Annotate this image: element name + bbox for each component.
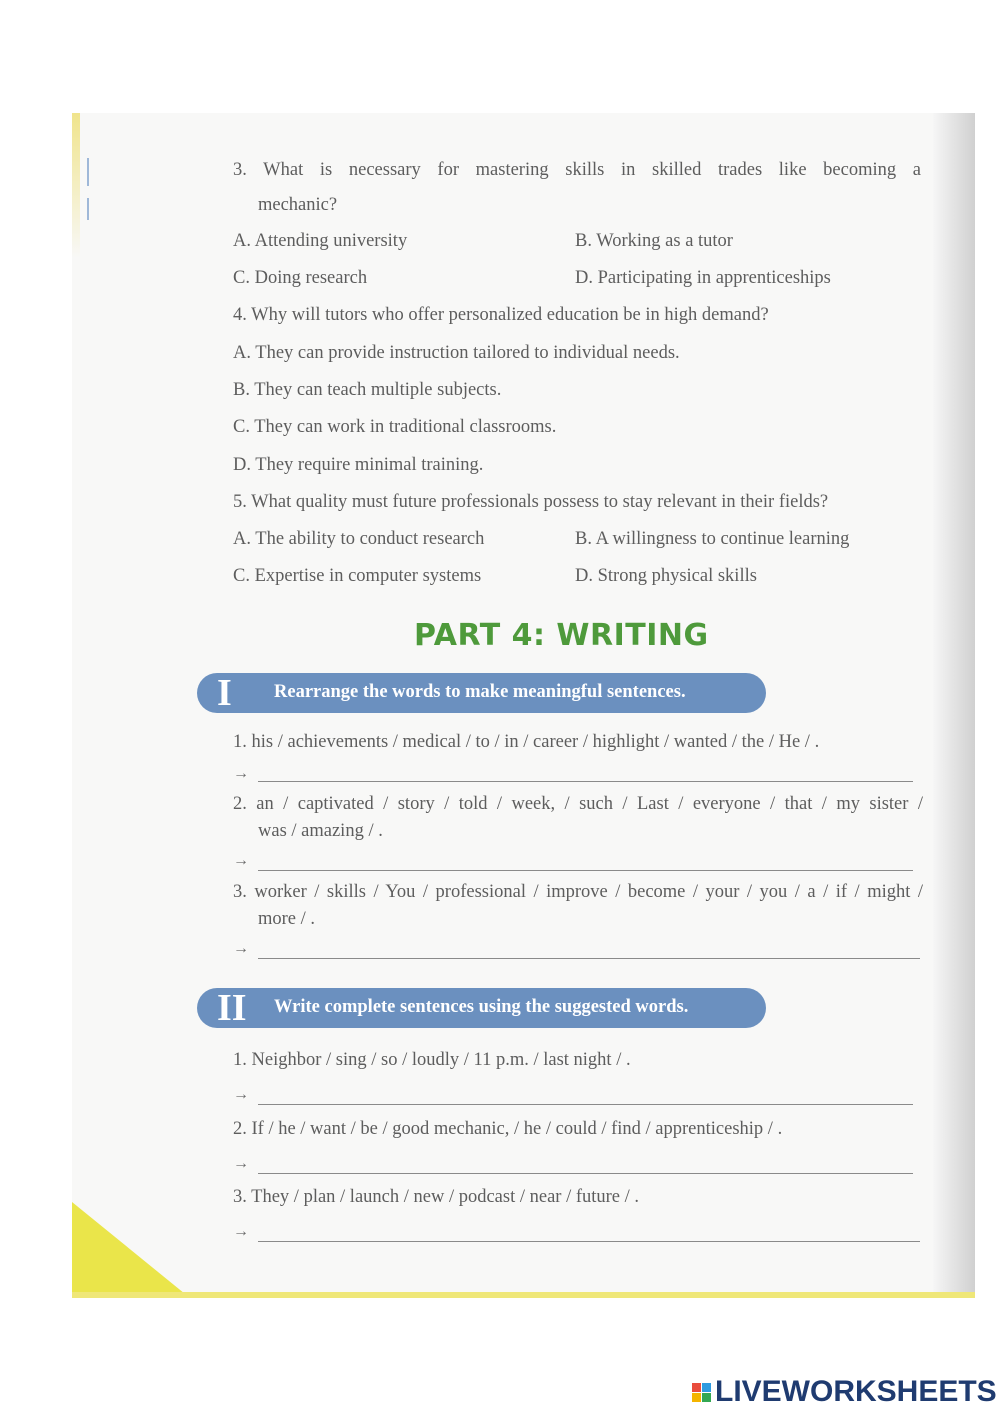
page-edge-tick <box>87 158 89 186</box>
q4-option-d[interactable]: D. They require minimal training. <box>233 455 484 475</box>
question-3-text: 3. What is necessary for mastering skills in skilled trades like becoming a <box>233 160 921 180</box>
rearrange-item-3-cont: more / . <box>258 909 316 929</box>
write-item-1: 1. Neighbor / sing / so / loudly / 11 p.m. / last night / . <box>233 1050 631 1070</box>
answer-line-1-1[interactable] <box>258 781 913 782</box>
section-1-numeral: I <box>217 672 232 714</box>
yellow-corner-decoration <box>72 1202 190 1298</box>
q4-option-a[interactable]: A. They can provide instruction tailored to individual needs. <box>233 343 680 363</box>
write-item-3: 3. They / plan / launch / new / podcast / near / future / . <box>233 1187 640 1207</box>
answer-arrow: → <box>233 1086 249 1103</box>
write-item-2: 2. If / he / want / be / good mechanic, / he / could / find / apprenticeship / . <box>233 1119 783 1139</box>
answer-line-2-1[interactable] <box>258 1104 913 1105</box>
rearrange-item-1: 1. his / achievements / medical / to / in / career / highlight / wanted / the / He / . <box>233 732 820 752</box>
q3-option-d[interactable]: D. Participating in apprenticeships <box>575 268 831 288</box>
rearrange-item-3: 3. worker / skills / You / professional / improve / become / your / you / a / if / might / <box>233 882 923 902</box>
q3-option-a[interactable]: A. Attending university <box>233 231 408 251</box>
section-1-instruction: Rearrange the words to make meaningful sentences. <box>274 682 686 702</box>
question-3-text-cont: mechanic? <box>258 195 338 215</box>
part-4-title: PART 4: WRITING <box>414 618 709 653</box>
q5-option-a[interactable]: A. The ability to conduct research <box>233 529 485 549</box>
liveworksheets-logo[interactable] <box>692 1375 997 1409</box>
page-edge-tick <box>87 198 89 220</box>
answer-line-1-3[interactable] <box>258 958 920 959</box>
section-2-numeral: II <box>217 987 247 1029</box>
section-2-banner <box>197 988 766 1028</box>
answer-arrow: → <box>233 765 249 782</box>
q5-option-c[interactable]: C. Expertise in computer systems <box>233 566 482 586</box>
page-edge-mark <box>72 113 80 258</box>
page-fold-shadow <box>933 113 975 1298</box>
question-5-text: 5. What quality must future professionals possess to stay relevant in their fields? <box>233 492 829 512</box>
answer-line-2-3[interactable] <box>258 1241 920 1242</box>
answer-line-2-2[interactable] <box>258 1173 913 1174</box>
q3-option-b[interactable]: B. Working as a tutor <box>575 231 733 251</box>
answer-arrow: → <box>233 1155 249 1172</box>
answer-line-1-2[interactable] <box>258 870 913 871</box>
rearrange-item-2: 2. an / captivated / story / told / week, / such / Last / everyone / that / my sister / <box>233 794 923 814</box>
liveworksheets-logo-icon <box>692 1383 711 1402</box>
question-4-text: 4. Why will tutors who offer personalized education be in high demand? <box>233 305 769 325</box>
q5-option-d[interactable]: D. Strong physical skills <box>575 566 757 586</box>
section-2-instruction: Write complete sentences using the suggested words. <box>274 997 689 1017</box>
q5-option-b[interactable]: B. A willingness to continue learning <box>575 529 850 549</box>
section-1-banner <box>197 673 766 713</box>
rearrange-item-2-cont: was / amazing / . <box>258 821 383 841</box>
answer-arrow: → <box>233 940 249 957</box>
answer-arrow: → <box>233 852 249 869</box>
bottom-border-strip <box>72 1292 975 1298</box>
q4-option-b[interactable]: B. They can teach multiple subjects. <box>233 380 502 400</box>
liveworksheets-logo-text: LIVEWORKSHEETS <box>715 1375 997 1408</box>
answer-arrow: → <box>233 1223 249 1240</box>
q3-option-c[interactable]: C. Doing research <box>233 268 368 288</box>
q4-option-c[interactable]: C. They can work in traditional classrooms. <box>233 417 557 437</box>
